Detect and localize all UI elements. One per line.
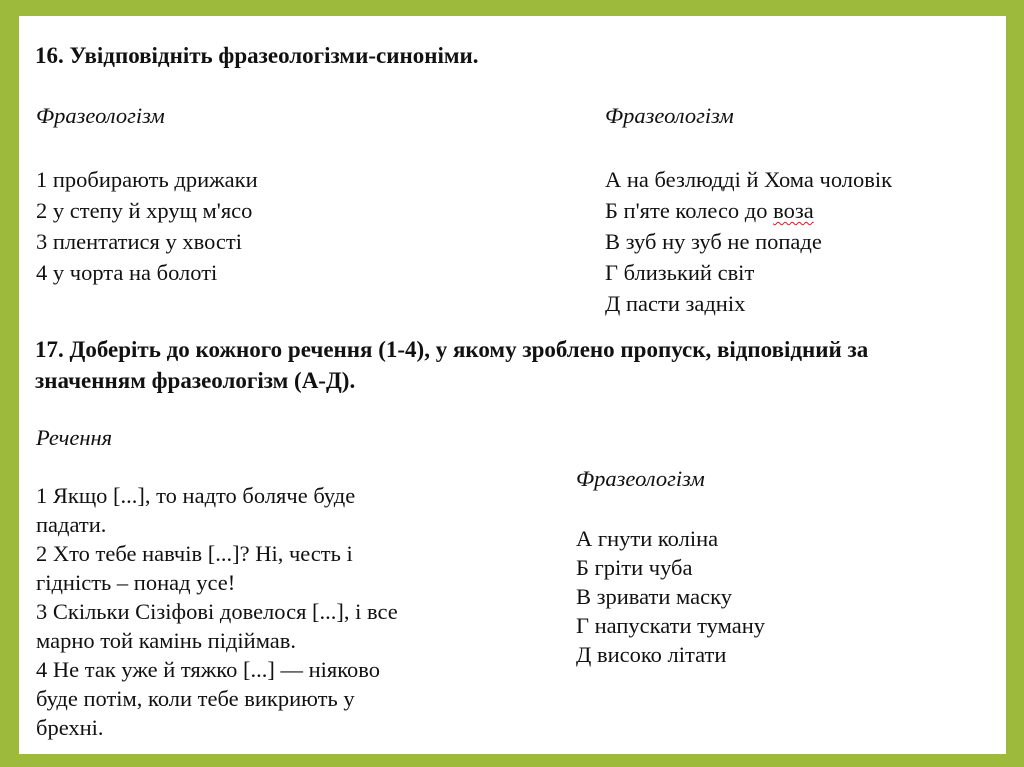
slide-page: [19, 16, 1006, 754]
task17-sentence-line: 1 Якщо [...], то надто боляче буде: [36, 483, 356, 508]
task16-right-item-c: В зуб ну зуб не попаде: [605, 229, 822, 254]
task17-left-header: Речення: [36, 425, 113, 450]
task17-right-header: Фразеологізм: [576, 466, 705, 491]
task16-left-item-4: 4 у чорта на болоті: [36, 260, 218, 285]
task16-right-item-a: А на безлюдді й Хома чоловік: [605, 167, 893, 192]
task17-sentence-line: 3 Скільки Сізіфові довелося [...], і все: [36, 599, 398, 624]
task17-option-e: Д високо літати: [576, 642, 727, 667]
task17-option-c: В зривати маску: [576, 584, 732, 609]
task17-sentence-line: марно той камінь підіймав.: [36, 628, 297, 653]
task16-right-header: Фразеологізм: [605, 103, 734, 128]
task17-option-b: Б гріти чуба: [576, 555, 693, 580]
task17-title-line-2: значенням фразеологізм (А-Д).: [35, 368, 356, 393]
task17-sentence-line: гідність – понад усе!: [36, 570, 236, 595]
task17-sentence-line: брехні.: [36, 715, 104, 740]
task16-left-item-1: 1 пробирають дрижаки: [36, 167, 258, 192]
task16-left-item-3: 3 плентатися у хвості: [36, 229, 242, 254]
task17-sentence-line: буде потім, коли тебе викриють у: [36, 686, 355, 711]
task16-left-item-2: 2 у степу й хрущ м'ясо: [36, 198, 253, 223]
task16-right-item-b-text: Б п'яте колесо до: [605, 198, 774, 223]
task16-right-item-b: [605, 195, 814, 226]
task16-left-header: Фразеологізм: [36, 103, 165, 128]
task17-sentence-line: падати.: [36, 512, 107, 537]
task17-option-a: А гнути коліна: [576, 526, 719, 551]
task16-right-item-e: Д пасти задніх: [605, 291, 746, 316]
task17-sentence-line: 4 Не так уже й тяжко [...] — ніяково: [36, 657, 380, 682]
task16-title: 16. Увідповідніть фразеологізми-синоніми.: [35, 43, 479, 68]
task17-option-d: Г напускати туману: [576, 613, 765, 638]
task16-right-item-d: Г близький світ: [605, 260, 755, 285]
task17-sentence-line: 2 Хто тебе навчів [...]? Ні, честь і: [36, 541, 353, 566]
spellcheck-underlined-word: воза: [773, 198, 814, 223]
task17-title-line-1: 17. Доберіть до кожного речення (1-4), у якому зроблено пропуск, відповідний за: [35, 337, 869, 362]
